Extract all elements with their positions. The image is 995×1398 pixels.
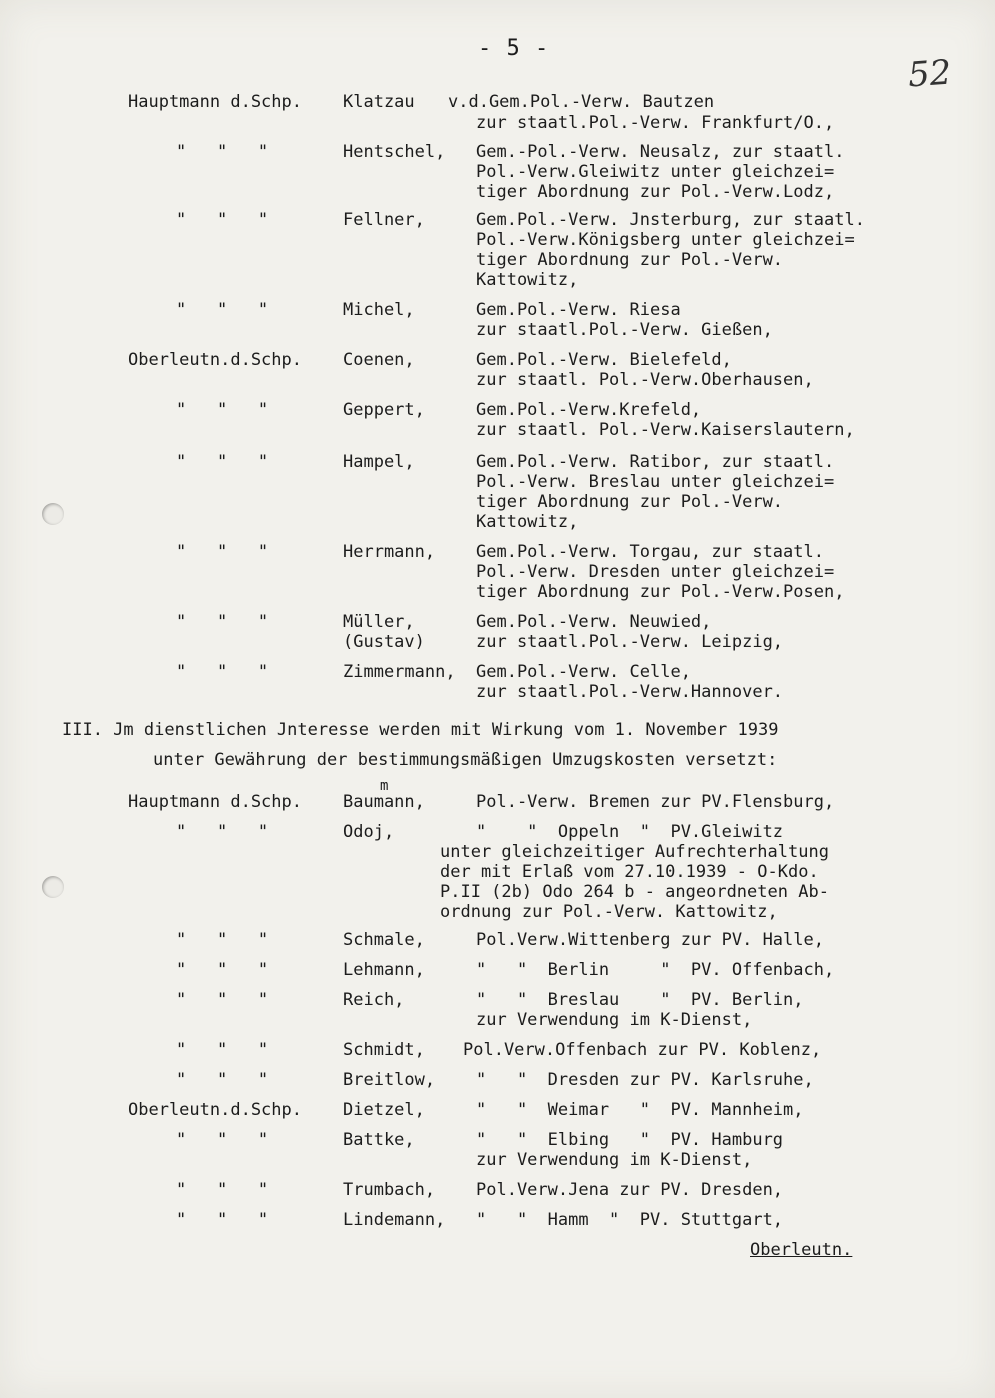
assignment-text: Pol.-Verw. Dresden unter gleichzei= (476, 562, 835, 582)
transfer-text: zur Verwendung im K-Dienst, (476, 1150, 753, 1170)
assignment-text: zur staatl.Pol.-Verw. Gießen, (476, 320, 773, 340)
rank-label: " " " (176, 960, 269, 980)
transfer-text: Pol.Verw.Offenbach zur PV. Koblenz, (463, 1040, 822, 1060)
officer-name: Baumann, (343, 792, 425, 812)
rank-label: " " " (176, 452, 269, 472)
officer-name: Hentschel, (343, 142, 446, 162)
officer-name: Zimmermann, (343, 662, 456, 682)
transfer-text: zur Verwendung im K-Dienst, (476, 1010, 753, 1030)
officer-name: Geppert, (343, 400, 425, 420)
transfer-text: der mit Erlaß vom 27.10.1939 - O-Kdo. (440, 862, 819, 882)
officer-name: Michel, (343, 300, 415, 320)
rank-label: " " " (176, 1040, 269, 1060)
assignment-text: zur staatl.Pol.-Verw. Leipzig, (476, 632, 784, 652)
assignment-text: Kattowitz, (476, 270, 579, 290)
officer-name: Klatzau (343, 92, 415, 112)
officer-name: Lehmann, (343, 960, 425, 980)
officer-name: Fellner, (343, 210, 425, 230)
assignment-text: zur staatl. Pol.-Verw.Kaiserslautern, (476, 420, 855, 440)
transfer-text: " " Dresden zur PV. Karlsruhe, (476, 1070, 814, 1090)
rank-label: " " " (176, 1070, 269, 1090)
rank-label: Hauptmann d.Schp. (128, 92, 302, 112)
transfer-text: " " Berlin " PV. Offenbach, (476, 960, 835, 980)
assignment-text: Gem.Pol.-Verw. Torgau, zur staatl. (476, 542, 824, 562)
officer-name: Herrmann, (343, 542, 436, 562)
assignment-text: Gem.Pol.-Verw. Bielefeld, (476, 350, 732, 370)
assignment-text: tiger Abordnung zur Pol.-Verw.Posen, (476, 582, 845, 602)
assignment-text: Pol.-Verw.Königsberg unter gleichzei= (476, 230, 855, 250)
rank-label: Oberleutn.d.Schp. (128, 1100, 302, 1120)
transfer-text: Pol.Verw.Jena zur PV. Dresden, (476, 1180, 784, 1200)
assignment-text: Gem.Pol.-Verw.Krefeld, (476, 400, 702, 420)
officer-name: Breitlow, (343, 1070, 436, 1090)
officer-name: Hampel, (343, 452, 415, 472)
officer-name: Müller, (343, 612, 415, 632)
officer-name: Dietzel, (343, 1100, 425, 1120)
section-heading: unter Gewährung der bestimmungsmäßigen Umzugskosten versetzt: (153, 750, 778, 770)
assignment-text: Gem.Pol.-Verw. Jnsterburg, zur staatl. (476, 210, 865, 230)
officer-name: Reich, (343, 990, 405, 1010)
transfer-text: " " Elbing " PV. Hamburg (476, 1130, 784, 1150)
rank-label: Oberleutn.d.Schp. (128, 350, 302, 370)
rank-label: " " " (176, 210, 269, 230)
transfer-text: " " Weimar " PV. Mannheim, (476, 1100, 804, 1120)
transfer-text: unter gleichzeitiger Aufrechterhaltung (440, 842, 829, 862)
assignment-text: Gem.Pol.-Verw. Riesa (476, 300, 681, 320)
assignment-text: Pol.-Verw.Gleiwitz unter gleichzei= (476, 162, 835, 182)
officer-name-qualifier: (Gustav) (343, 632, 425, 652)
rank-label: " " " (176, 542, 269, 562)
rank-label: " " " (176, 990, 269, 1010)
punch-hole (42, 876, 64, 898)
officer-name: Coenen, (343, 350, 415, 370)
rank-label: " " " (176, 400, 269, 420)
assignment-text: zur staatl.Pol.-Verw.Hannover. (476, 682, 784, 702)
section-heading: III. Jm dienstlichen Jnteresse werden mit Wirkung vom 1. November 1939 (62, 720, 779, 740)
assignment-text: zur staatl.Pol.-Verw. Frankfurt/O., (476, 113, 835, 133)
folio-number: 52 (906, 52, 953, 96)
officer-name: Battke, (343, 1130, 415, 1150)
assignment-text: v.d.Gem.Pol.-Verw. Bautzen (448, 92, 715, 112)
signature: Oberleutn. (750, 1240, 853, 1260)
transfer-text: " " Hamm " PV. Stuttgart, (476, 1210, 784, 1230)
officer-name: Schmale, (343, 930, 425, 950)
rank-label: " " " (176, 822, 269, 842)
transfer-text: ordnung zur Pol.-Verw. Kattowitz, (440, 902, 778, 922)
assignment-text: Kattowitz, (476, 512, 579, 532)
rank-label: " " " (176, 662, 269, 682)
rank-label: " " " (176, 930, 269, 950)
officer-name: Lindemann, (343, 1210, 446, 1230)
punch-hole (42, 503, 64, 525)
rank-label: " " " (176, 1180, 269, 1200)
transfer-text: " " Oppeln " PV.Gleiwitz (476, 822, 784, 842)
transfer-text: Pol.Verw.Wittenberg zur PV. Halle, (476, 930, 824, 950)
assignment-text: tiger Abordnung zur Pol.-Verw. (476, 492, 784, 512)
rank-label: " " " (176, 300, 269, 320)
rank-label: Hauptmann d.Schp. (128, 792, 302, 812)
assignment-text: tiger Abordnung zur Pol.-Verw.Lodz, (476, 182, 835, 202)
transfer-text: " " Breslau " PV. Berlin, (476, 990, 804, 1010)
officer-name: Trumbach, (343, 1180, 436, 1200)
assignment-text: tiger Abordnung zur Pol.-Verw. (476, 250, 784, 270)
rank-label: " " " (176, 142, 269, 162)
officer-name: Schmidt, (343, 1040, 425, 1060)
officer-name: Odoj, (343, 822, 395, 842)
assignment-text: Gem.Pol.-Verw. Ratibor, zur staatl. (476, 452, 835, 472)
assignment-text: zur staatl. Pol.-Verw.Oberhausen, (476, 370, 814, 390)
correction-mark: m (380, 778, 389, 794)
transfer-text: P.II (2b) Odo 264 b - angeordneten Ab- (440, 882, 829, 902)
rank-label: " " " (176, 612, 269, 632)
transfer-text: Pol.-Verw. Bremen zur PV.Flensburg, (476, 792, 835, 812)
assignment-text: Gem.-Pol.-Verw. Neusalz, zur staatl. (476, 142, 845, 162)
rank-label: " " " (176, 1130, 269, 1150)
assignment-text: Pol.-Verw. Breslau unter gleichzei= (476, 472, 835, 492)
rank-label: " " " (176, 1210, 269, 1230)
assignment-text: Gem.Pol.-Verw. Celle, (476, 662, 691, 682)
page-number: - 5 - (478, 36, 550, 61)
assignment-text: Gem.Pol.-Verw. Neuwied, (476, 612, 712, 632)
